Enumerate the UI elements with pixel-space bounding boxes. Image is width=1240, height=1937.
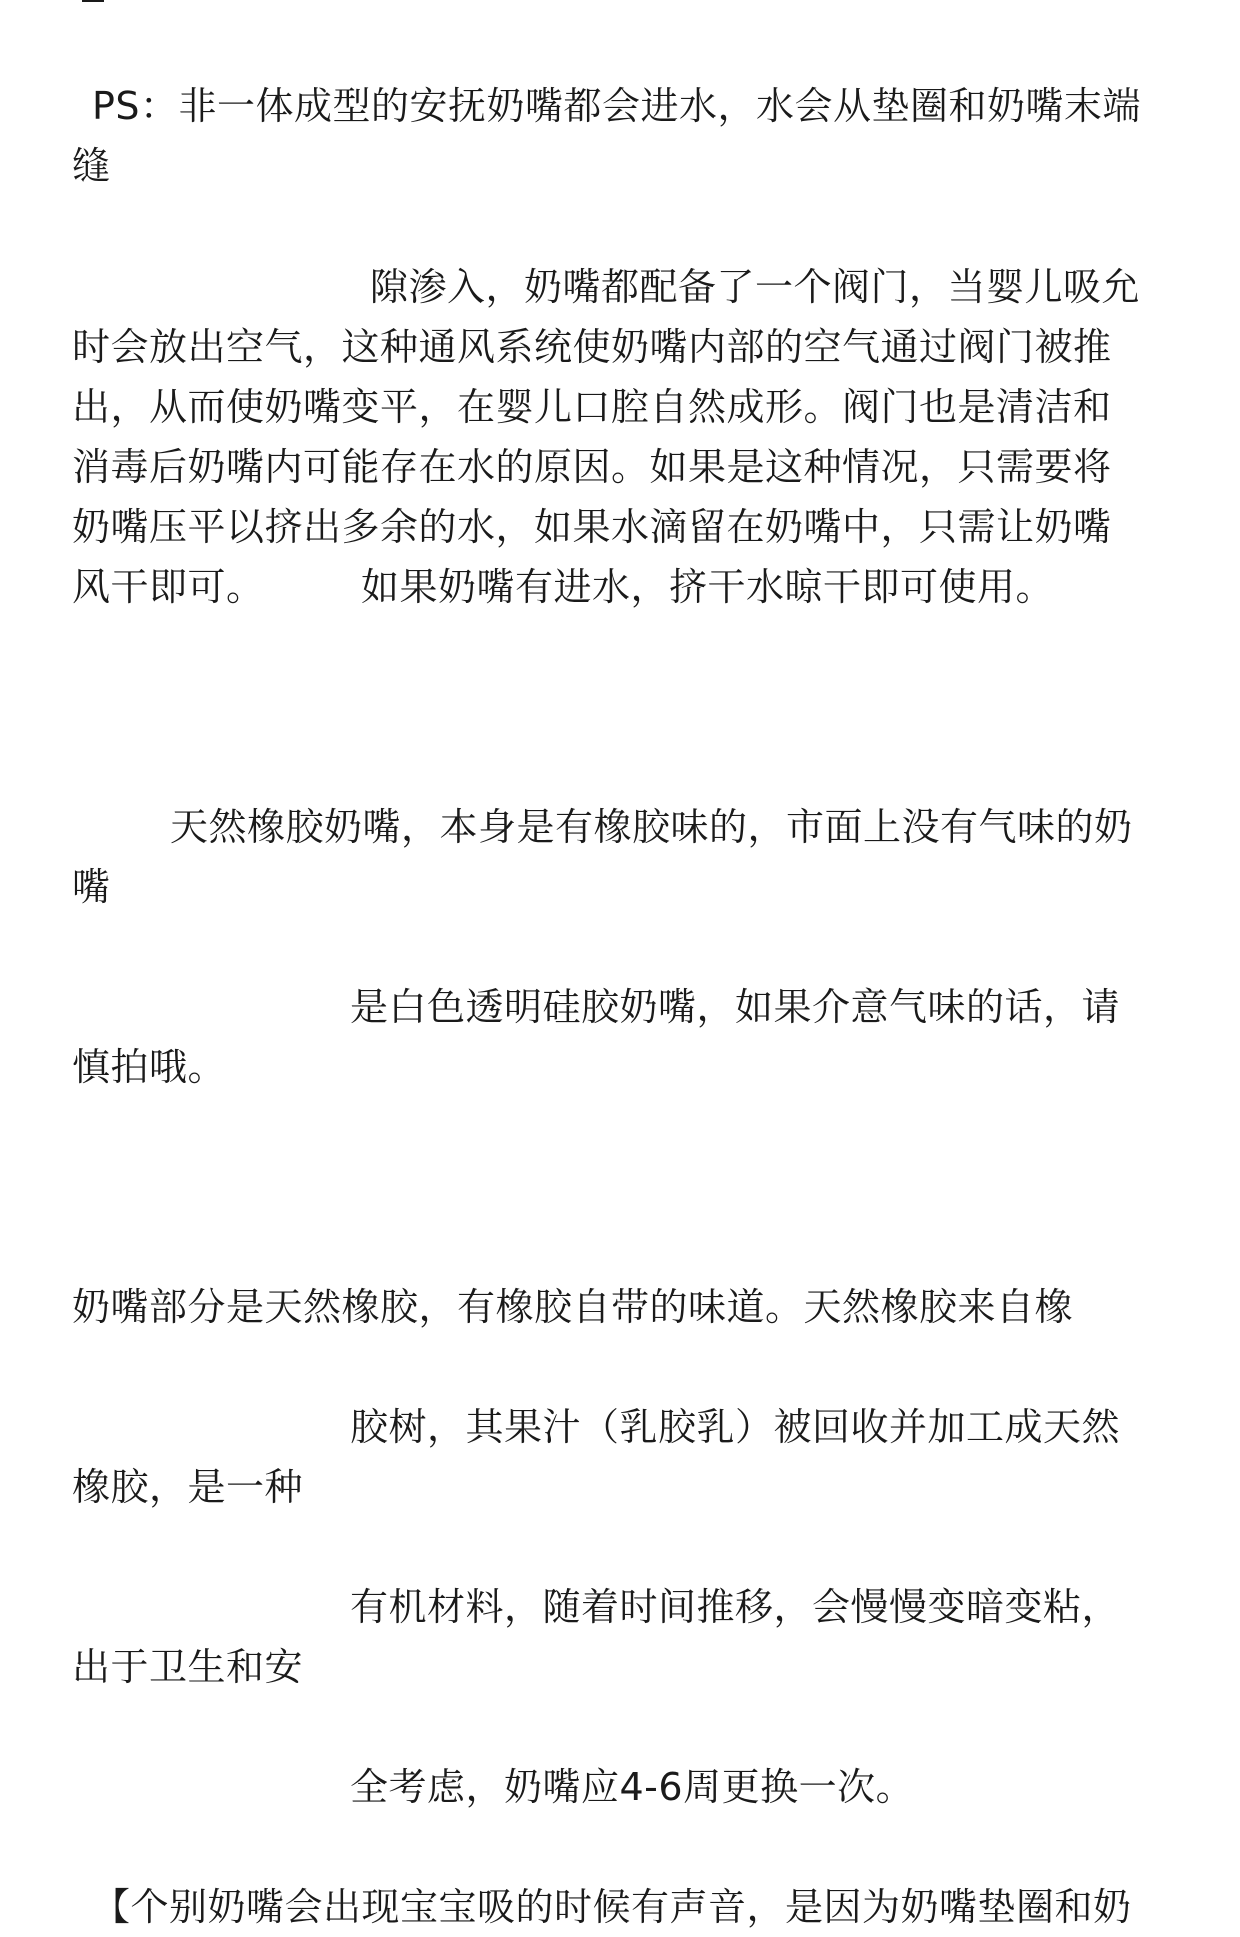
p1-line-1: PS：非一体成型的安抚奶嘴都会进水，水会从垫圈和奶嘴末端 (92, 84, 1142, 128)
p3-line-5: 出于卫生和安 (72, 1645, 304, 1689)
p2-line-4: 慎拍哦。 (72, 1045, 227, 1089)
p3-line-6: 全考虑，奶嘴应4-6周更换一次。 (350, 1765, 915, 1809)
p1-line-3: 隙渗入，奶嘴都配备了一个阀门，当婴儿吸允 (370, 265, 1141, 309)
p1-line-4: 时会放出空气，这种通风系统使奶嘴内部的空气通过阀门被推 (72, 325, 1112, 369)
p3-line-3: 橡胶，是一种 (72, 1465, 304, 1509)
p3-line-1: 奶嘴部分是天然橡胶，有橡胶自带的味道。天然橡胶来自橡 (72, 1285, 1074, 1329)
p2-line-2: 嘴 (72, 865, 111, 909)
p1-line-6: 消毒后奶嘴内可能存在水的原因。如果是这种情况，只需要将 (72, 445, 1112, 489)
p1-line-8: 风干即可。 如果奶嘴有进水，挤干水晾干即可使用。 (72, 565, 1055, 609)
p1-line-5: 出，从而使奶嘴变平，在婴儿口腔自然成形。阀门也是清洁和 (72, 385, 1112, 429)
p3-line-2: 胶树，其果汁（乳胶乳）被回收并加工成天然 (350, 1405, 1121, 1449)
p4-line-1: 【个别奶嘴会出现宝宝吸的时候有声音，是因为奶嘴垫圈和奶 (92, 1885, 1132, 1929)
p2-line-3: 是白色透明硅胶奶嘴，如果介意气味的话，请 (350, 985, 1121, 1029)
p2-line-1: 天然橡胶奶嘴，本身是有橡胶味的，市面上没有气味的奶 (170, 805, 1133, 849)
top-bracket-mark (82, 0, 104, 2)
p1-line-2: 缝 (72, 144, 111, 188)
p3-line-4: 有机材料，随着时间推移，会慢慢变暗变粘， (350, 1585, 1121, 1629)
p1-line-7: 奶嘴压平以挤出多余的水，如果水滴留在奶嘴中，只需让奶嘴 (72, 505, 1112, 549)
